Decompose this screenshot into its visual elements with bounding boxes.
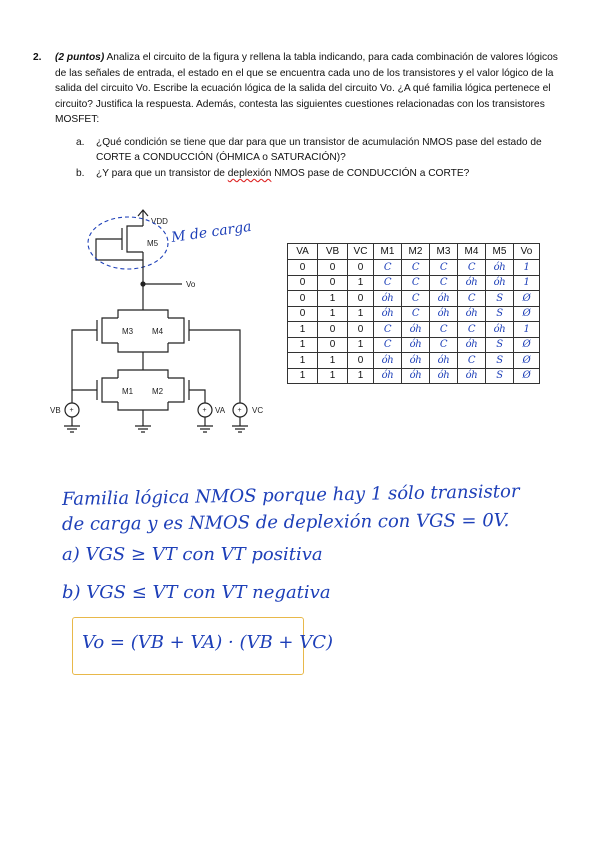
table-cell-m2: óh <box>402 368 430 384</box>
table-row <box>288 260 540 276</box>
sub-a-line2: CORTE a CONDUCCIÓN (ÓHMICA o SATURACIÓN)? <box>96 152 346 163</box>
col-m2: M2 <box>402 244 430 260</box>
table-cell-m3: C <box>430 260 458 276</box>
ground-vb-icon <box>64 426 80 432</box>
table-cell-m5: S <box>486 306 514 322</box>
table-cell-m1: C <box>374 322 402 338</box>
table-cell-m2: C <box>402 275 430 291</box>
table-cell-m5: óh <box>486 260 514 276</box>
table-cell-vb: 0 <box>318 337 348 353</box>
question-text: Analiza el circuito de la figura y rellena la tabla indicando, para cada combinación de valores lógicos de las señales de entrada, el estado en el que se encuentra cada uno de los transistores y el valor lógico de la salida del circuito Vo. Escribe la ecuación lógica de la salida del circuito Vo. ¿A qué familia lógica pertenece el circuito? Justifica la respuesta. Además, contesta las siguientes cuestiones relacionadas con los transistores MOSFET: <box>55 52 558 126</box>
table-cell-m2: C <box>402 291 430 307</box>
va-source-plus-icon: + <box>202 407 207 414</box>
m4-body <box>168 318 184 343</box>
sub-b-text: ¿Y para que un transistor de deplexión NMOS pase de CONDUCCIÓN a CORTE? <box>96 168 470 179</box>
m5-gate-tie <box>96 239 143 260</box>
ground-m-icon <box>135 426 151 432</box>
table-cell-m4: C <box>458 291 486 307</box>
table-cell-vc: 1 <box>348 306 374 322</box>
table-cell-m1: óh <box>374 353 402 369</box>
va-label: VA <box>215 406 226 415</box>
m2-body <box>168 378 184 402</box>
answer-line-2: de carga y es NMOS de deplexión con VGS = 0V. <box>61 510 510 535</box>
col-vo: Vo <box>514 244 540 260</box>
table-cell-va: 1 <box>288 337 318 353</box>
vb-source-plus-icon: + <box>69 407 74 414</box>
table-row <box>288 322 540 338</box>
vb-label: VB <box>50 406 61 415</box>
table-cell-m1: óh <box>374 306 402 322</box>
question-points: (2 puntos) <box>55 52 105 63</box>
vc-source-plus-icon: + <box>237 407 242 414</box>
vc-gate-wire <box>189 330 240 403</box>
table-cell-vo: Ø <box>514 368 540 384</box>
table-row <box>288 275 540 291</box>
va-gate-wire <box>189 390 205 403</box>
table-cell-vo: Ø <box>514 337 540 353</box>
table-cell-m2: C <box>402 306 430 322</box>
table-cell-m3: C <box>430 337 458 353</box>
table-cell-m4: óh <box>458 337 486 353</box>
table-cell-vo: Ø <box>514 306 540 322</box>
table-cell-m2: óh <box>402 337 430 353</box>
table-cell-m3: óh <box>430 353 458 369</box>
vo-label: Vo <box>186 280 196 289</box>
table-cell-vc: 0 <box>348 291 374 307</box>
sub-a-label: a. <box>76 137 85 148</box>
sub-b-label: b. <box>76 168 85 179</box>
vb-gate-wire <box>72 330 97 390</box>
answer-a: a) VGS ≥ VT con VT positiva <box>62 544 323 565</box>
table-cell-m1: C <box>374 337 402 353</box>
table-row <box>288 291 540 307</box>
table-cell-m5: S <box>486 291 514 307</box>
col-vc: VC <box>348 244 374 260</box>
m1-m2-top-bus <box>118 370 168 378</box>
table-row <box>288 337 540 353</box>
table-cell-m3: C <box>430 322 458 338</box>
answer-equation: Vo = (VB + VA) · (VB + VC) <box>82 632 334 653</box>
ground-vc-icon <box>232 426 248 432</box>
vdd-label: VDD <box>151 217 168 226</box>
col-m5: M5 <box>486 244 514 260</box>
table-cell-m5: S <box>486 353 514 369</box>
nmos-circuit-diagram <box>40 200 280 440</box>
table-row <box>288 306 540 322</box>
table-cell-m4: C <box>458 260 486 276</box>
m1-body <box>102 378 118 402</box>
table-cell-va: 1 <box>288 368 318 384</box>
answer-line-1: Familia lógica NMOS porque hay 1 sólo transistor <box>61 481 520 510</box>
table-cell-va: 1 <box>288 322 318 338</box>
col-m3: M3 <box>430 244 458 260</box>
table-row <box>288 368 540 384</box>
m5-body <box>127 226 143 252</box>
table-cell-m5: óh <box>486 322 514 338</box>
table-cell-m2: óh <box>402 353 430 369</box>
table-cell-va: 0 <box>288 306 318 322</box>
table-cell-m4: óh <box>458 275 486 291</box>
table-cell-vo: 1 <box>514 275 540 291</box>
m3-m4-bottom-bus <box>118 343 168 352</box>
table-cell-m4: óh <box>458 306 486 322</box>
m3-m4-top-bus <box>118 310 168 318</box>
table-cell-vo: Ø <box>514 353 540 369</box>
table-cell-m4: C <box>458 322 486 338</box>
table-cell-va: 0 <box>288 291 318 307</box>
table-cell-m1: C <box>374 275 402 291</box>
table-cell-vc: 1 <box>348 337 374 353</box>
col-m1: M1 <box>374 244 402 260</box>
table-cell-m4: óh <box>458 368 486 384</box>
table-cell-vb: 1 <box>318 291 348 307</box>
table-cell-m3: óh <box>430 368 458 384</box>
m5-label: M5 <box>147 239 159 248</box>
m2-label: M2 <box>152 387 164 396</box>
answer-b: b) VGS ≤ VT con VT negativa <box>62 582 331 603</box>
table-cell-vc: 0 <box>348 353 374 369</box>
table-cell-m5: S <box>486 368 514 384</box>
table-cell-m5: óh <box>486 275 514 291</box>
table-cell-vb: 0 <box>318 260 348 276</box>
table-cell-va: 1 <box>288 353 318 369</box>
table-row <box>288 353 540 369</box>
m1-m2-bottom-bus <box>118 402 168 410</box>
table-cell-vo: 1 <box>514 322 540 338</box>
table-cell-vb: 1 <box>318 353 348 369</box>
table-cell-vo: 1 <box>514 260 540 276</box>
vc-label: VC <box>252 406 264 415</box>
col-m4: M4 <box>458 244 486 260</box>
m5-annotation-text: M de carga <box>170 218 253 246</box>
col-va: VA <box>288 244 318 260</box>
table-cell-m1: óh <box>374 368 402 384</box>
table-cell-va: 0 <box>288 275 318 291</box>
question-number: 2. <box>33 52 42 63</box>
table-cell-vc: 1 <box>348 368 374 384</box>
table-cell-vb: 1 <box>318 306 348 322</box>
sub-a-line1: ¿Qué condición se tiene que dar para que un transistor de acumulación NMOS pase del estado de <box>96 137 542 148</box>
m3-label: M3 <box>122 327 134 336</box>
table-cell-vo: Ø <box>514 291 540 307</box>
table-cell-m2: C <box>402 260 430 276</box>
sub-b-underlined-word: deplexión <box>227 168 272 179</box>
table-header-row <box>288 244 540 260</box>
m3-body <box>102 318 118 343</box>
table-cell-m5: S <box>486 337 514 353</box>
m1-label: M1 <box>122 387 134 396</box>
table-cell-va: 0 <box>288 260 318 276</box>
ground-va-icon <box>197 426 213 432</box>
m4-label: M4 <box>152 327 164 336</box>
table-cell-m3: óh <box>430 306 458 322</box>
truth-table <box>287 243 540 384</box>
col-vb: VB <box>318 244 348 260</box>
question-block <box>33 50 568 128</box>
table-cell-m3: óh <box>430 291 458 307</box>
table-cell-m4: C <box>458 353 486 369</box>
table-cell-vc: 0 <box>348 260 374 276</box>
table-cell-m1: óh <box>374 291 402 307</box>
table-cell-m2: óh <box>402 322 430 338</box>
table-cell-vc: 1 <box>348 275 374 291</box>
table-cell-vb: 0 <box>318 322 348 338</box>
table-cell-vb: 1 <box>318 368 348 384</box>
table-cell-m1: C <box>374 260 402 276</box>
table-cell-m3: C <box>430 275 458 291</box>
table-cell-vb: 0 <box>318 275 348 291</box>
table-cell-vc: 0 <box>348 322 374 338</box>
